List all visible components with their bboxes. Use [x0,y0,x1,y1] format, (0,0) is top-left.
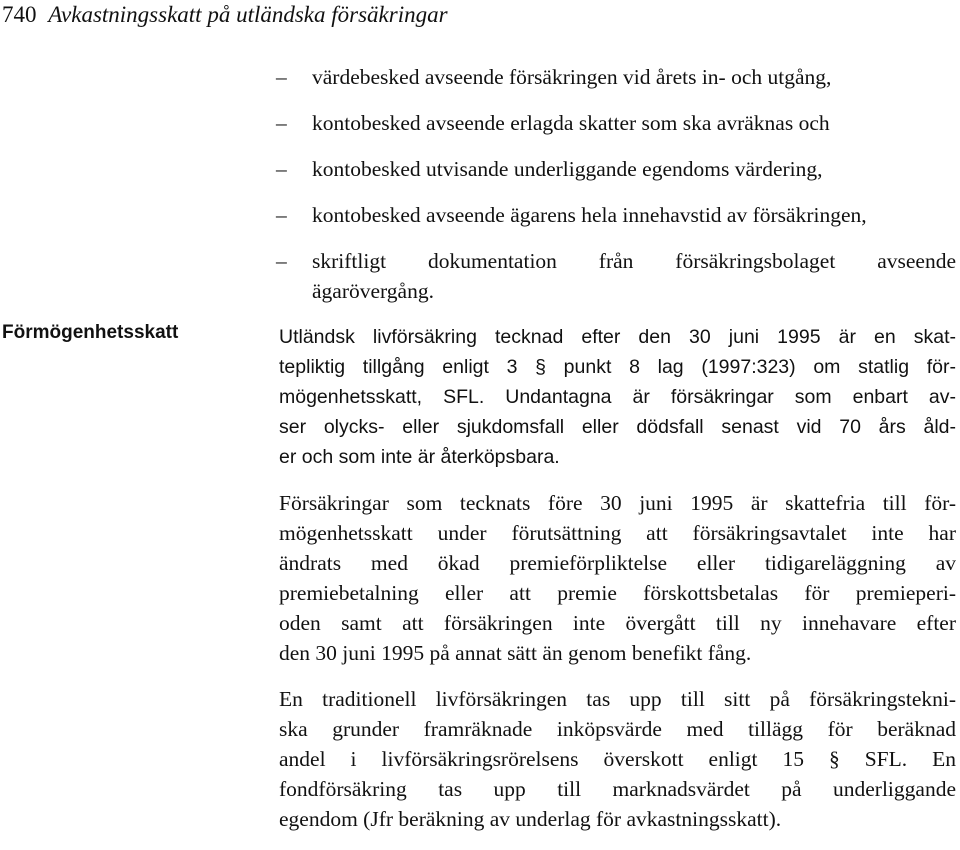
paragraph-line: egendom (Jfr beräkning av underlag för avkastningsskatt). [279,807,782,831]
list-item-text: kontobesked avseende erlagda skatter som ska avräknas och [312,111,830,135]
paragraph-line: oden samt att försäkringen inte övergått till ny innehavare efter [279,611,956,635]
paragraph-line: Utländsk livförsäkring tecknad efter den 30 juni 1995 är en skat- [279,326,956,348]
paragraph-line: En traditionell livförsäkringen tas upp till sitt på försäkringstekni- [279,687,956,711]
list-item-text: kontobesked avseende ägarens hela innehavstid av försäkringen, [312,203,867,227]
paragraph-line: fondförsäkring tas upp till marknadsvärdet på underliggande [279,777,956,801]
list-item-text: kontobesked utvisande underliggande egendoms värdering, [312,157,823,181]
paragraph-line: den 30 juni 1995 på annat sätt än genom benefikt fång. [279,641,752,665]
paragraph-2 [279,488,956,668]
list-item [276,108,956,138]
page-number: 740 [2,2,37,27]
paragraph-line: tepliktig tillgång enligt 3 § punkt 8 lag (1997:323) om statlig för- [279,356,956,378]
paragraph-line: er och som inte är återköpsbara. [279,446,560,468]
paragraph-line: andel i livförsäkringsrörelsens överskott enligt 15 § SFL. En [279,747,956,771]
paragraph-line: ska grunder framräknade inköpsvärde med tillägg för beräknad [279,717,956,741]
section-side-label: Förmögenhetsskatt [2,322,179,343]
paragraph-line: mögenhetsskatt under förutsättning att försäkringsavtalet inte har [279,521,956,545]
body-text [279,322,956,850]
paragraph-1 [279,322,956,472]
paragraph-line: mögenhetsskatt, SFL. Undantagna är försäkringar som enbart av- [279,386,956,408]
list-item [276,62,956,92]
list-item-text: skriftligt dokumentation från försäkringsbolaget avseende [312,249,956,273]
list-dash: – [276,249,287,273]
paragraph-line: Försäkringar som tecknats före 30 juni 1995 är skattefria till för- [279,491,956,515]
paragraph-line: premiebetalning eller att premie förskottsbetalas för premieperi- [279,581,956,605]
list-dash: – [276,111,287,135]
page-header [2,2,448,28]
list-item [276,154,956,184]
list-item [276,246,956,306]
requirements-list [276,62,956,322]
list-item-text: värdebesked avseende försäkringen vid årets in- och utgång, [312,65,832,89]
list-item [276,200,956,230]
list-dash: – [276,65,287,89]
paragraph-3 [279,684,956,834]
paragraph-line: ser olycks- eller sjukdomsfall eller dödsfall senast vid 70 års åld- [279,416,956,438]
paragraph-line: ändrats med ökad premieförpliktelse eller tidigareläggning av [279,551,956,575]
page-header-title: Avkastningsskatt på utländska försäkringar [48,2,448,27]
list-dash: – [276,203,287,227]
list-item-text-continued: ägarövergång. [312,279,434,303]
list-dash: – [276,157,287,181]
